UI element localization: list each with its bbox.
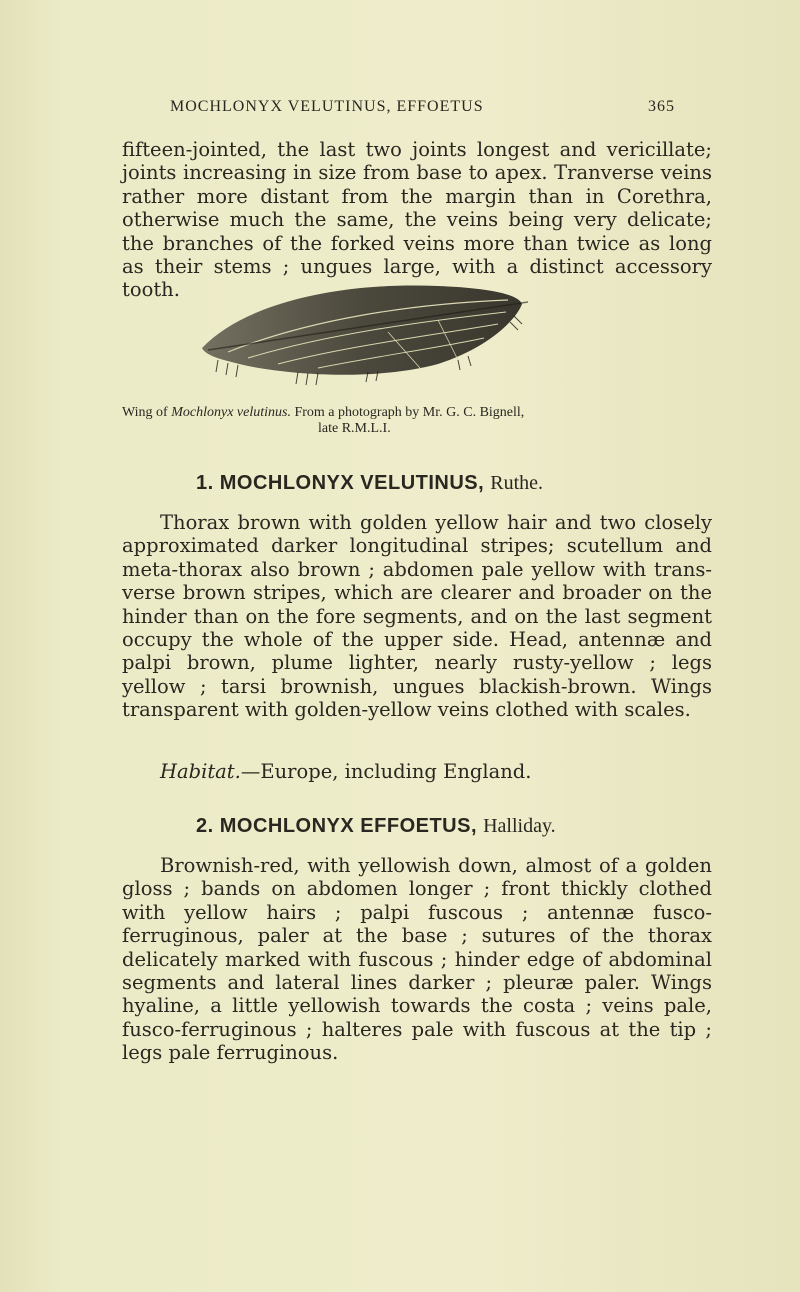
intro-paragraph: fifteen-jointed, the last two joints longest and vericillate; joints increasing in size from base to apex. Tranverse veins rather more distant from the margin than in Corethra, otherwise much the same, the veins being very delicate; the branches of the forked veins more than twice as long as their stems ; ungues large, with a distinct accessory tooth. xyxy=(122,138,712,302)
species-2-title: 2. MOCHLONYX EFFOETUS, xyxy=(196,815,478,837)
species-2-author: Halliday. xyxy=(483,815,556,837)
caption-prefix: Wing of xyxy=(122,405,172,420)
figure-caption xyxy=(122,405,712,437)
caption-species: Mochlonyx velutinus. xyxy=(171,405,291,420)
caption-rest: From a photograph by Mr. G. C. Bignell, xyxy=(290,405,525,420)
species-2-description: Brownish-red, with yellowish down, almost of a golden gloss ; bands on abdomen longer ; front thickly clothed with yellow hairs ; palpi fuscous ; antennæ fusco-ferruginous, paler at the base ; sutures of the thorax delicately marked with fuscous ; hinder edge of abdominal segments and lateral lines darker ; pleuræ paler. Wings hyaline, a little yellowish towards the costa ; veins pale, fusco-ferruginous ; halteres pale with fuscous at the tip ; legs pale ferruginous. xyxy=(122,854,712,1065)
habitat-label: Habitat. xyxy=(160,760,241,783)
species-1-author: Ruthe. xyxy=(490,472,544,494)
wing-photograph-icon xyxy=(188,260,538,400)
species-1-habitat xyxy=(160,760,531,783)
page-number: 365 xyxy=(648,98,675,115)
habitat-text: —Europe, including England. xyxy=(240,760,532,783)
species-1-description: Thorax brown with golden yellow hair and two closely approximated darker longitudinal stripes; scutellum and meta-thorax also brown ; abdomen pale yellow with trans-verse brown stripes, which are clearer and broader on the hinder than on the fore segments, and on the last segment occupy the whole of the upper side. Head, antennæ and palpi brown, plume lighter, nearly rusty-yellow ; legs yellow ; tarsi brownish, ungues blackish-brown. Wings transparent with golden-yellow veins clothed with scales. xyxy=(122,511,712,722)
caption-line-2: late R.M.L.I. xyxy=(318,421,391,436)
species-1-title: 1. MOCHLONYX VELUTINUS, xyxy=(196,472,485,494)
running-title: MOCHLONYX VELUTINUS, EFFOETUS xyxy=(170,98,484,115)
species-heading-2 xyxy=(196,815,556,838)
species-heading-1 xyxy=(196,472,543,495)
